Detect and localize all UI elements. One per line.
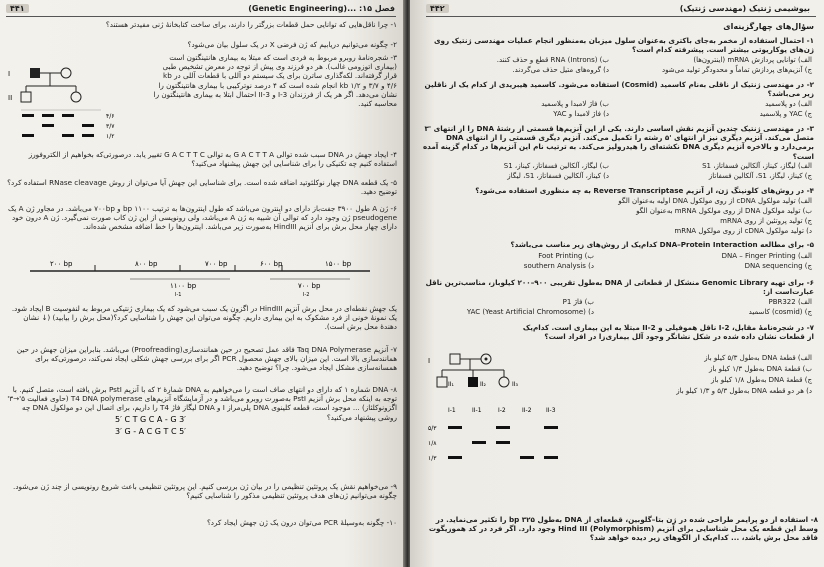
hindiii-restriction-map [20, 257, 380, 299]
left-item-11: ۱۰- چگونه به‌وسیلهٔ PCR می‌توان درون یک ژن جهش ایجاد کرد؟ [206, 518, 397, 527]
pedigree-right [428, 354, 519, 388]
gel-row-2: ۱/۸ [428, 440, 437, 447]
left-item-8: ۷- آنزیم Taq DNA Polymerase فاقد عمل تصحیح در حین همانندسازی(Proofreading) می‌باشد. بنابراین میزان جهش در حین همانندسازی بالا است. این میزان بالای جهش محصول PCR اگر برای بررسی جهش شکلی ایجاد نمی‌کند، درصورتی‌که برای همسانه‌سازی مشکل ایجاد می‌شود. چرا؟ توضیح دهید. [16, 345, 397, 373]
pedigree-gen-II: II [8, 94, 13, 102]
pedigree-gen-I: I [8, 70, 11, 78]
q2-opt-b: ب) فاژ لامبدا و پلاسمید [541, 100, 609, 108]
ped-gen-I: I [428, 357, 431, 365]
left-page [0, 0, 405, 567]
q6-opt-c: ج) (cosmid) کاسمید [748, 308, 812, 316]
q6-stem: ۶- برای تهیه Genomic Library منشکل از قطعاتی از DNA به‌طول تقریبی ۹۰۰–۲۰۰ کیلوباز، مناسب‌ترین ناقل عبارت‌است از: [425, 278, 814, 297]
q7-stem: ۷- در شجره‌نامهٔ مقابل، I-2 ناقل هموفیلی و II-2 مبتلا به این بیماری است. کدام‌یک از قطعات نشان داده شده در شکل نشانگر وجود آلل بیماری‌زا در افراد است؟ [522, 323, 814, 342]
left-item-1: ۱- چرا ناقل‌هایی که توانایی حمل قطعات بزرگتر را دارند، برای ساخت کتابخانهٔ ژنی مفیدتر هستند؟ [105, 20, 397, 29]
right-page-number: ۴۴۲ [426, 2, 449, 16]
gel-row-1: ۵/۳ [428, 425, 437, 432]
q6-opt-b: ب) فاژ P1 [562, 298, 594, 306]
left-item-5: ۵- یک قطعه DNA چهار نوکلئوتید اضافه شده است. برای شناسایی این جهش آیا می‌توان از روش RNase cleavage استفاده کرد؟ توضیح دهید. [7, 178, 397, 197]
gel-right [428, 407, 558, 462]
pst-seq-top: 5′ C T G C A - G 3′ [115, 415, 186, 424]
left-page-number: ۴۴۱ [6, 2, 29, 16]
q1-stem: ۱- احتمال استفاده از مخمر به‌جای باکتری به‌عنوان سلول میزبان به‌منظور انجام عملیات مهندسی ژنتیک روی ژن‌های یوکاریوتی بیشتر است. پیشرفته کدام است؟ [433, 36, 814, 55]
q7-opt-a: الف) قطعهٔ DNA به‌طول ۵/۳ کیلو باز [704, 354, 812, 362]
left-item-7: یک جهش نقطه‌ای در محل برش آنزیم HindIII در اگزون یک سبب می‌شود که یک بیماری ژنتیکی مربوط به لنفوسیت B ایجاد شود. یک نمونهٔ خونی از فرد مشکوک به این بیماری داریم. چگونه می‌توان این جهش را شناسایی کرد؟(محل برش را بیابید) (↓ نشان دهندهٔ محل برش است). [11, 304, 397, 332]
q5-stem: ۵- برای مطالعه DNA–Protein Interaction کدام‌یک از روش‌های زیر مناسب می‌باشد؟ [510, 240, 814, 249]
q4-stem: ۴- در روش‌های کلونینگ ژن، از آنزیم Reverse Transcriptase به چه منظوری استفاده می‌شود؟ [475, 186, 814, 195]
q5-opt-b: ب) Foot Printing [538, 252, 594, 260]
q2-opt-a: الف) دو پلاسمید [765, 100, 812, 108]
gel-label-3: ۱/۲ [106, 133, 115, 140]
right-page [410, 0, 824, 567]
q3-opt-a: الف) لیگاز، کیناز، آلکالین فسفاتاز، S1 [702, 162, 812, 170]
gel-col-3: I-2 [498, 407, 506, 414]
q2-opt-d: د) فاژ لامبدا و YAC [553, 110, 609, 118]
intron-name-1: I-1 [175, 292, 182, 298]
q1-opt-d: د) گروه‌های متیل حذف می‌گردند. [512, 66, 609, 74]
q1-opt-a: الف) توانایی پردازش mRNA (اینترون‌ها) [693, 56, 812, 64]
left-item-3: ۳- شجره‌نامهٔ روبرو مربوط به فردی است که مبتلا به بیماری هانتینگتون است (بیماری اتوزومی غالب). هر دو فرزند وی پیش از توجه در معرض تشخیص طبی قرار گرفته‌اند. لکه‌گذاری ساترن برای یک سیستم دو آللی با قطعات آللی در kb ۴/۶ و ۳/۷ و kb ۱/۲ انجام شده است که ۴ درصد نوترکیبی با بیماری هانتینگتون را نشان می‌دهد. اگر هر یک از فرزندان I-3 و II-3 احتمال ابتلا به بیماری هانتینگتون را محاسبه کنید. [153, 53, 397, 109]
gel-col-1: I-1 [448, 407, 456, 414]
q3-opt-c: ج) کیناز، لیگاز، S1، آلکالین فسفاتاز [708, 172, 812, 180]
q7-opt-b: ب) قطعهٔ DNA به‌طول ۱/۳ کیلو باز [708, 365, 812, 373]
q3-opt-b: ب) لیگاز، آلکالین فسفاتاز، کیناز، S1 [503, 162, 609, 170]
ped-II3: II₃ [512, 381, 518, 388]
q7-opt-c: ج) قطعهٔ DNA به‌طول ۱/۸ کیلو باز [711, 376, 812, 384]
q5-opt-c: ج) DNA sequencing [744, 262, 812, 270]
left-item-9: ۸- DNA شماره ۱ که دارای دو انتهای صاف است را می‌خواهیم به DNA شمارهٔ ۲ که با آنزیم PstI برش یافته است، متصل کنیم. با توجه به اینکه محل برش آنزیم PstI به‌صورت روبرو می‌باشد و در آزمایشگاه آنزیم‌های T4 DNA polymerase (حاوی فعالیت ۵'→۳' اگزونوکلئاز) ... موجود است، قطعه کلینوی DNA پلی‌مراز I و DNA لیگاز فاژ T4 را داریم، برای اتصال این دو مولکول DNA چه روشی پیشنهاد می‌کنید؟ [7, 385, 397, 422]
q6-opt-a: الف) PBR322 [768, 298, 812, 306]
left-item-10: ۹- می‌خواهیم نقش یک پروتئین تنظیمی را در بیان ژن بررسی کنیم. این پروتئین تنظیمی باعث شروع رونویسی از چند ژن می‌شود. چگونه می‌توانیم ژن‌های هدف پروتئین تنظیمی مذکور را شناسایی کنیم؟ [13, 482, 397, 501]
q1-opt-b: ب) RNA (Introns) قطع و حذف کنند. [496, 56, 609, 64]
gel-label-2: ۳/۷ [106, 123, 115, 130]
hemophilia-pedigree-gel [428, 350, 578, 500]
left-header-rule [6, 16, 396, 17]
left-item-6: ۶- ژن A طول ۳۹۰۰ جفت‌باز دارای دو اینترون می‌باشد که طول اینترون‌ها به ترتیب ۱۱۰۰ bp و ۷۰۰bp می‌باشد. در مجاور ژن A یک pseudogene ژن وجود دارد که توالی آن شبیه به ژن A می‌باشد، ولی رونویسی از این ژن کاب صورت نمی‌گیرد. ژن A درون خود دارای چهار محل برش برای آنزیم HindIII به‌صورت زیر می‌باشد. اینترون‌ها را خط اضافه مشخص شده‌اند. [7, 204, 397, 232]
q7-opt-d: د) هر دو قطعه DNA به‌طول ۵/۳ و ۱/۳ کیلو باز [676, 387, 812, 395]
left-item-2: ۲- چگونه می‌توانیم دریابیم که ژن فرضی X در یک سلول بیان می‌شود؟ [187, 40, 397, 49]
q4-opt-a: الف) تولید مولکول cDNA از روی مولکول DNA اولیه به‌عنوان الگو [618, 197, 812, 205]
segment-label-3: ۷۰۰ bp [205, 260, 228, 268]
gel-label-1: ۴/۶ [106, 113, 115, 120]
right-header-rule [426, 16, 816, 17]
intron-label-2: ۷۰۰ bp [298, 282, 321, 290]
right-header-title: بیوشیمی ژنتیک (مهندسی ژنتیک) [679, 4, 810, 13]
segment-label-1: ۲۰۰ bp [50, 260, 73, 268]
q6-opt-d: د) YAC (Yeast Artificial Chromosome) [466, 308, 594, 316]
pedigree [8, 68, 81, 102]
left-item-4: ۴- ایجاد جهش در DNA سبب شده توالی G A C T T A به توالی G A C T T C تغییر یابد. درصورتی‌که بخواهیم از الکتروفورز استفاده کنیم چه تکنیکی را برای شناسایی این جهش پیشنهاد می‌کنید؟ [28, 150, 397, 169]
segment-label-5: ۱۵۰۰ bp [325, 260, 352, 268]
southern-gel [21, 110, 115, 140]
huntington-pedigree-gel [6, 60, 156, 150]
q8-stem: ۸- استفاده از دو پرایمر طراحی شده در ژن بتا–گلوبین، قطعه‌ای از DNA به‌طول ۳۲۵ bp را تکثیر می‌نماید. در وسط این قطعه یک محل شناسایی برای آنزیم Hind III (Polymorphism) وجود دارد. اگر فرد در کد هموزیگوت فاقد محل برش باشد، ... کدام‌یک از الگوهای زیر دیده خواهد شد؟ [428, 515, 818, 543]
q2-opt-c: ج) YAC و پلاسمید [759, 110, 812, 118]
left-header-title: فصل ۱۵: ...(Genetic Engineering) [248, 4, 395, 13]
pst-seq-bottom: 3′ G - A C G T C 5′ [115, 427, 186, 436]
gel-col-4: II-2 [522, 407, 532, 414]
section-title: سؤال‌های چهارگزینه‌ای [723, 22, 814, 31]
q2-stem: ۲- در مهندسی ژنتیک از ناقلی به‌نام کاسمید (Cosmid) استفاده می‌شود. کاسمید هیبریدی از کدام یک از ناقلین زیر می‌باشد؟ [424, 80, 814, 99]
segment-label-4: ۶۰۰ bp [260, 260, 283, 268]
q5-opt-d: د) southern Analysis [523, 262, 594, 270]
q3-opt-d: د) کیناز، آلکالین فسفاتاز، S1، لیگاز [507, 172, 609, 180]
segment-label-2: ۸۰۰ bp [135, 260, 158, 268]
q3-stem: ۳- در مهندسی ژنتیک چندین آنزیم نقش اساسی دارند. یکی از این آنزیم‌ها قسمتی از رشتهٔ DNA را از انتهای '۳ متصل می‌کند. آنزیم دیگری نیز از انتهای '۵ رشته را تکمیل می‌کند. آنزیم دیگری قسمتی را از انتهای DNA برمی‌دارد و بالاخره آنزیم دیگری DNA نکشته‌ای را هیدرولیز می‌کند. به ترتیب نام این آنزیم‌ها در کدام گزینه آمده است؟ [422, 124, 814, 161]
q4-opt-b: ب) تولید مولکول DNA از روی مولکول mRNA به‌عنوان الگو [636, 207, 812, 215]
q5-opt-a: الف) DNA – Finger Printing [721, 252, 812, 260]
q4-opt-d: د) تولید مولکول cDNA از روی مولکول mRNA [674, 227, 812, 235]
q1-opt-c: ج) آنزیم‌های پردازش تماماً و محدودگر تولید می‌شود [662, 66, 812, 74]
intron-name-2: I-2 [303, 292, 310, 298]
ped-II2: II₂ [480, 381, 486, 388]
q4-opt-c: ج) تولید پروتئین از روی mRNA [720, 217, 812, 225]
intron-label-1: ۱۱۰۰ bp [170, 282, 197, 290]
gel-col-2: II-1 [472, 407, 482, 414]
gel-row-3: ۱/۳ [428, 455, 437, 462]
ped-II1: II₁ [448, 381, 454, 388]
psti-sequence [115, 412, 245, 438]
gel-col-5: II-3 [546, 407, 556, 414]
